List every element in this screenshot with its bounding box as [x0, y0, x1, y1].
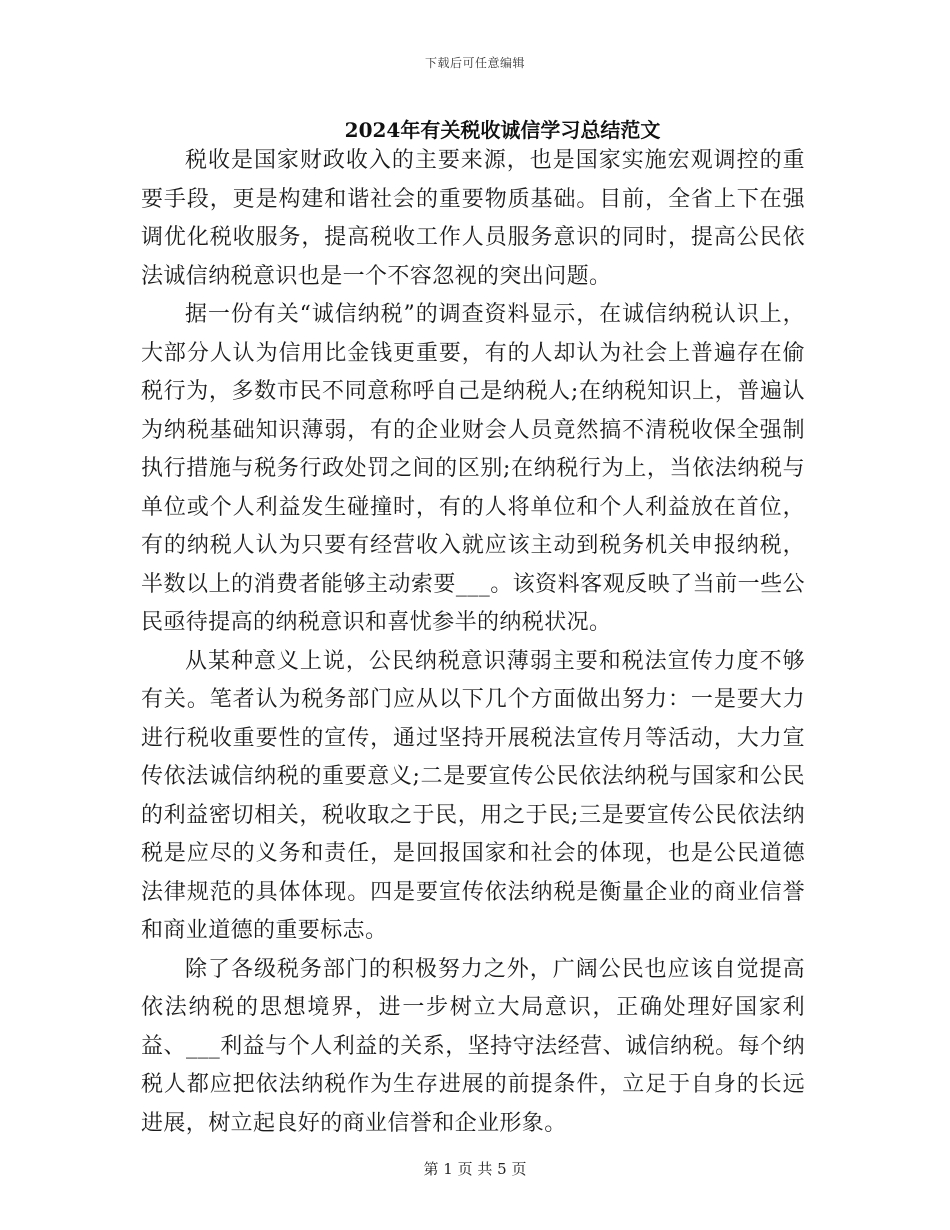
document-body [141, 142, 805, 1143]
paragraph-3: 从某种意义上说，公民纳税意识薄弱主要和税法宣传力度不够有关。笔者认为税务部门应从以下几个方面做出努力：一是要大力进行税收重要性的宣传，通过坚持开展税法宣传月等活动，大力宣传依法诚信纳税的重要意义;二是要宣传公民依法纳税与国家和公民的利益密切相关，税收取之于民，用之于民;三是要宣传公民依法纳税是应尽的义务和责任，是回报国家和社会的体现，也是公民道德法律规范的具体体现。四是要宣传依法纳税是衡量企业的商业信誉和商业道德的重要标志。 [141, 648, 805, 943]
header-note: 下载后可任意编辑 [424, 56, 525, 70]
paragraph-1: 税收是国家财政收入的主要来源，也是国家实施宏观调控的重要手段，更是构建和谐社会的重要物质基础。目前，全省上下在强调优化税收服务，提高税收工作人员服务意识的同时，提高公民依法诚信纳税意识也是一个不容忽视的突出问题。 [141, 148, 805, 289]
paragraph-2: 据一份有关“诚信纳税”的调查资料显示，在诚信纳税认识上，大部分人认为信用比金钱更重要，有的人却认为社会上普遍存在偷税行为，多数市民不同意称呼自己是纳税人;在纳税知识上，普遍认为纳税基础知识薄弱，有的企业财会人员竟然搞不清税收保全强制执行措施与税务行政处罚之间的区别;在纳税行为上，当依法纳税与单位或个人利益发生碰撞时，有的人将单位和个人利益放在首位，有的纳税人认为只要有经营收入就应该主动到税务机关申报纳税，半数以上的消费者能够主动索要___。该资料客观反映了当前一些公民亟待提高的纳税意识和喜忧参半的纳税状况。 [141, 302, 805, 635]
paragraph-4: 除了各级税务部门的积极努力之外，广阔公民也应该自觉提高依法纳税的思想境界，进一步树立大局意识，正确处理好国家利益、___利益与个人利益的关系，坚持守法经营、诚信纳税。每个纳税人都应把依法纳税作为生存进展的前提条件，立足于自身的长远进展，树立起良好的商业信誉和企业形象。 [141, 956, 805, 1136]
document-title: 2024年有关税收诚信学习总结范文 [344, 118, 661, 142]
page-number-footer: 第 1 页 共 5 页 [423, 1160, 527, 1178]
